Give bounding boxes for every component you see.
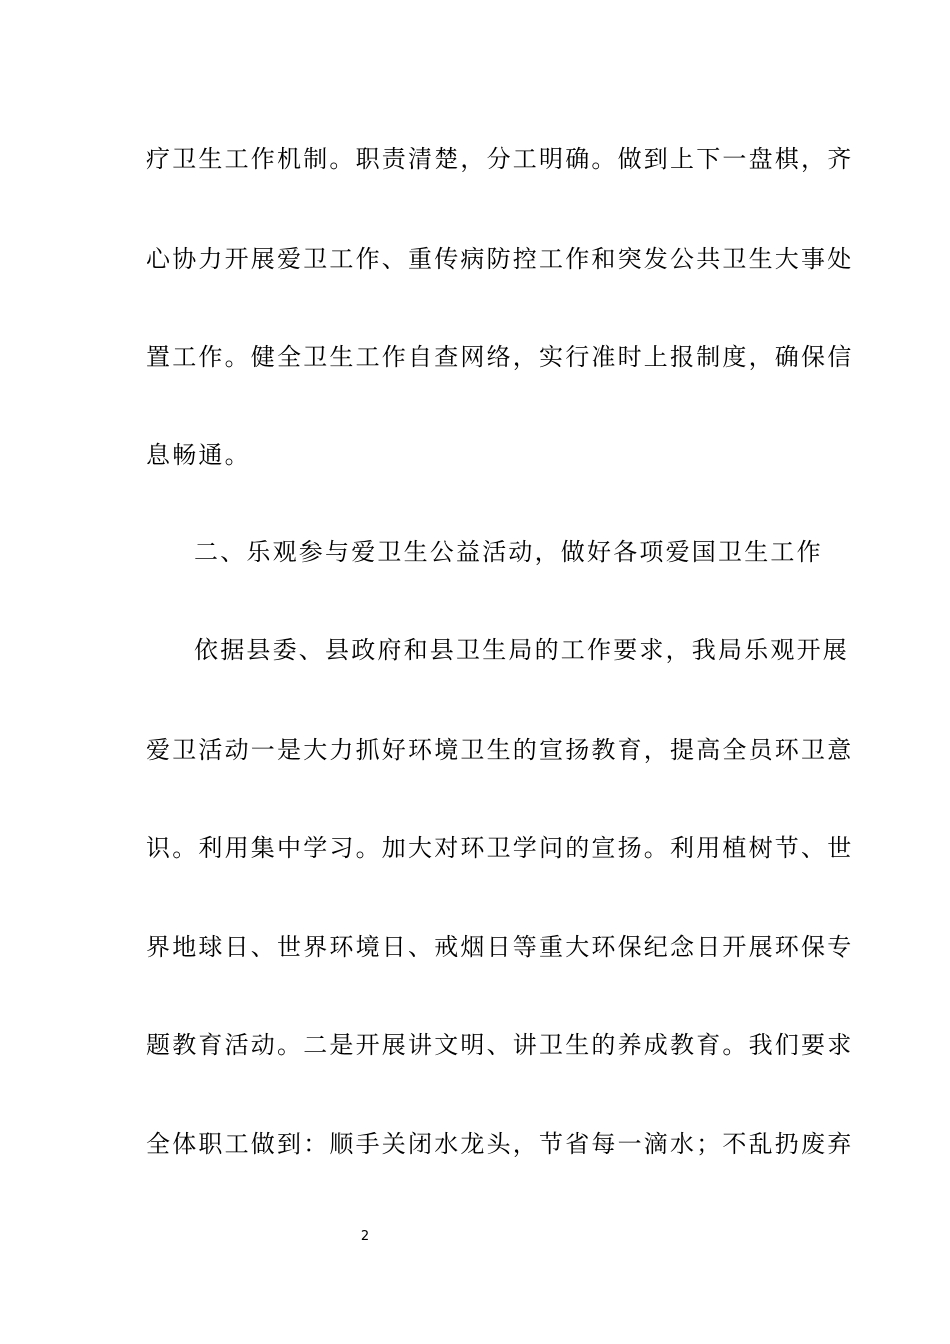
- paragraph-line: 爱卫活动一是大力抓好环境卫生的宣扬教育，提高全员环卫意: [146, 736, 854, 764]
- paragraph-line: 全体职工做到：顺手关闭水龙头，节省每一滴水；不乱扔废弃: [146, 1130, 854, 1158]
- paragraph-line: 置工作。健全卫生工作自查网络，实行准时上报制度，确保信: [146, 343, 854, 371]
- paragraph-line: 识。利用集中学习。加大对环卫学问的宣扬。利用植树节、世: [146, 834, 854, 862]
- paragraph-line: 心协力开展爱卫工作、重传病防控工作和突发公共卫生大事处: [146, 245, 854, 273]
- paragraph-line: 疗卫生工作机制。职责清楚，分工明确。做到上下一盘棋，齐: [146, 145, 854, 173]
- section-heading: 二、乐观参与爱卫生公益活动，做好各项爱国卫生工作: [194, 538, 823, 566]
- paragraph-line: 界地球日、世界环境日、戒烟日等重大环保纪念日开展环保专: [146, 933, 854, 961]
- paragraph-line: 题教育活动。二是开展讲文明、讲卫生的养成教育。我们要求: [146, 1031, 854, 1059]
- page-number: 2: [360, 1229, 370, 1244]
- paragraph-line: 息畅通。: [146, 441, 251, 469]
- paragraph-line: 依据县委、县政府和县卫生局的工作要求，我局乐观开展: [194, 636, 849, 664]
